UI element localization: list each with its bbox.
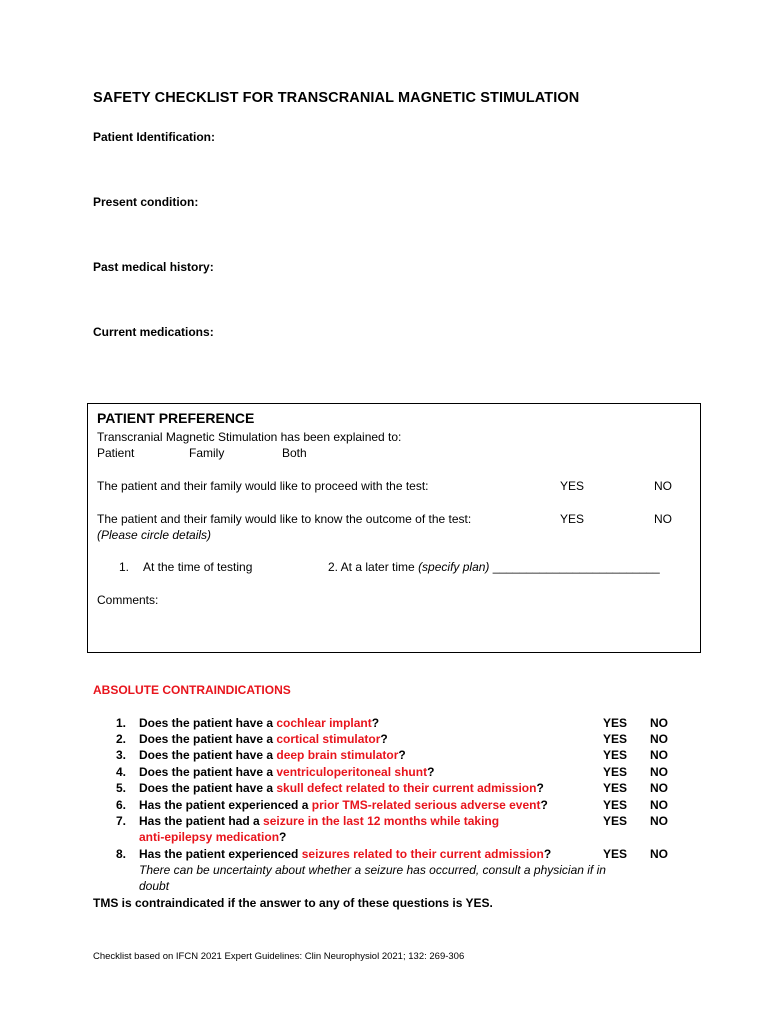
option-patient[interactable]: Patient <box>97 446 135 460</box>
no-option[interactable]: NO <box>650 732 668 746</box>
question-term: anti-epilepsy medication <box>139 830 280 844</box>
question-number: 8. <box>116 847 127 861</box>
contraindication-summary: TMS is contraindicated if the answer to any of these questions is YES. <box>93 896 493 910</box>
yes-option[interactable]: YES <box>603 716 628 730</box>
page-title: SAFETY CHECKLIST FOR TRANSCRANIAL MAGNETIC STIMULATION <box>93 90 580 106</box>
no-option[interactable]: NO <box>650 748 668 762</box>
outcome-question: The patient and their family would like to know the outcome of the test: <box>97 512 472 526</box>
no-option[interactable]: NO <box>650 781 668 795</box>
question-prefix: Does the patient have a <box>139 748 277 762</box>
question-prefix: Has the patient experienced <box>139 847 302 861</box>
explained-to-text: Transcranial Magnetic Stimulation has been explained to: <box>97 430 402 444</box>
question-term: skull defect related to their current admission <box>276 781 537 795</box>
patient-identification-label: Patient Identification: <box>93 130 216 144</box>
past-medical-history-label: Past medical history: <box>93 260 214 274</box>
question-seizures-admission <box>139 847 551 861</box>
question-vp-shunt <box>139 765 434 779</box>
question-skull-defect <box>139 781 544 795</box>
proceed-yes-option[interactable]: YES <box>560 479 585 493</box>
question-number: 2. <box>116 732 127 746</box>
question-number: 1. <box>116 716 127 730</box>
question-cortical-stimulator <box>139 732 388 746</box>
patient-preference-heading: PATIENT PREFERENCE <box>97 410 255 426</box>
timing-later-hint: (specify plan) <box>418 560 490 574</box>
question-number: 6. <box>116 798 127 812</box>
yes-option[interactable]: YES <box>603 732 628 746</box>
yes-option[interactable]: YES <box>603 847 628 861</box>
proceed-no-option[interactable]: NO <box>654 479 672 493</box>
no-option[interactable]: NO <box>650 798 668 812</box>
question-seizure-12-months-cont <box>139 830 286 844</box>
yes-option[interactable]: YES <box>603 748 628 762</box>
footer-citation: Checklist based on IFCN 2021 Expert Guidelines: Clin Neurophysiol 2021; 132: 269-306 <box>93 951 465 962</box>
question-term: seizures related to their current admission <box>301 847 544 861</box>
question-prefix: Does the patient have a <box>139 781 277 795</box>
question-prior-tms-event <box>139 798 548 812</box>
question-prefix: Does the patient have a <box>139 716 277 730</box>
question-deep-brain-stimulator <box>139 748 406 762</box>
yes-option[interactable]: YES <box>603 814 628 828</box>
timing-later-blank[interactable]: _________________________ <box>492 560 660 574</box>
question-seizure-12-months <box>139 814 499 828</box>
no-option[interactable]: NO <box>650 814 668 828</box>
question-prefix: Has the patient had a <box>139 814 264 828</box>
timing-option-at-testing[interactable]: At the time of testing <box>143 560 253 574</box>
question-suffix: ? <box>427 765 435 779</box>
question-prefix: Does the patient have a <box>139 732 277 746</box>
comments-label: Comments: <box>97 593 159 607</box>
question-suffix: ? <box>279 830 287 844</box>
question-term: ventriculoperitoneal shunt <box>276 765 428 779</box>
no-option[interactable]: NO <box>650 716 668 730</box>
timing-later-label: 2. At a later time <box>328 560 415 574</box>
option-both[interactable]: Both <box>282 446 307 460</box>
yes-option[interactable]: YES <box>603 765 628 779</box>
absolute-contraindications-title: ABSOLUTE CONTRAINDICATIONS <box>93 683 291 697</box>
question-term: deep brain stimulator <box>276 748 399 762</box>
yes-option[interactable]: YES <box>603 798 628 812</box>
outcome-yes-option[interactable]: YES <box>560 512 585 526</box>
question-suffix: ? <box>398 748 406 762</box>
question-suffix: ? <box>536 781 544 795</box>
option-family[interactable]: Family <box>189 446 225 460</box>
proceed-question: The patient and their family would like to proceed with the test: <box>97 479 429 493</box>
question-term: prior TMS-related serious adverse event <box>311 798 541 812</box>
seizure-uncertainty-note-cont: doubt <box>139 879 170 893</box>
question-number: 4. <box>116 765 127 779</box>
question-number: 5. <box>116 781 127 795</box>
patient-preference-box <box>87 403 701 653</box>
current-medications-label: Current medications: <box>93 325 214 339</box>
question-number: 3. <box>116 748 127 762</box>
timing-option-1-number: 1. <box>119 560 130 574</box>
question-term: cochlear implant <box>276 716 372 730</box>
circle-details-note: (Please circle details) <box>97 528 212 542</box>
question-suffix: ? <box>540 798 548 812</box>
no-option[interactable]: NO <box>650 765 668 779</box>
timing-option-later[interactable] <box>328 560 660 574</box>
present-condition-label: Present condition: <box>93 195 199 209</box>
seizure-uncertainty-note: There can be uncertainty about whether a seizure has occurred, consult a physician if in <box>139 863 606 877</box>
question-prefix: Has the patient experienced a <box>139 798 312 812</box>
yes-option[interactable]: YES <box>603 781 628 795</box>
question-suffix: ? <box>380 732 388 746</box>
question-number: 7. <box>116 814 127 828</box>
outcome-no-option[interactable]: NO <box>654 512 672 526</box>
question-suffix: ? <box>371 716 380 730</box>
question-term: seizure in the last 12 months while taking <box>263 814 500 828</box>
question-suffix: ? <box>543 847 552 861</box>
no-option[interactable]: NO <box>650 847 668 861</box>
question-prefix: Does the patient have a <box>139 765 277 779</box>
question-cochlear-implant <box>139 716 379 730</box>
question-term: cortical stimulator <box>276 732 381 746</box>
